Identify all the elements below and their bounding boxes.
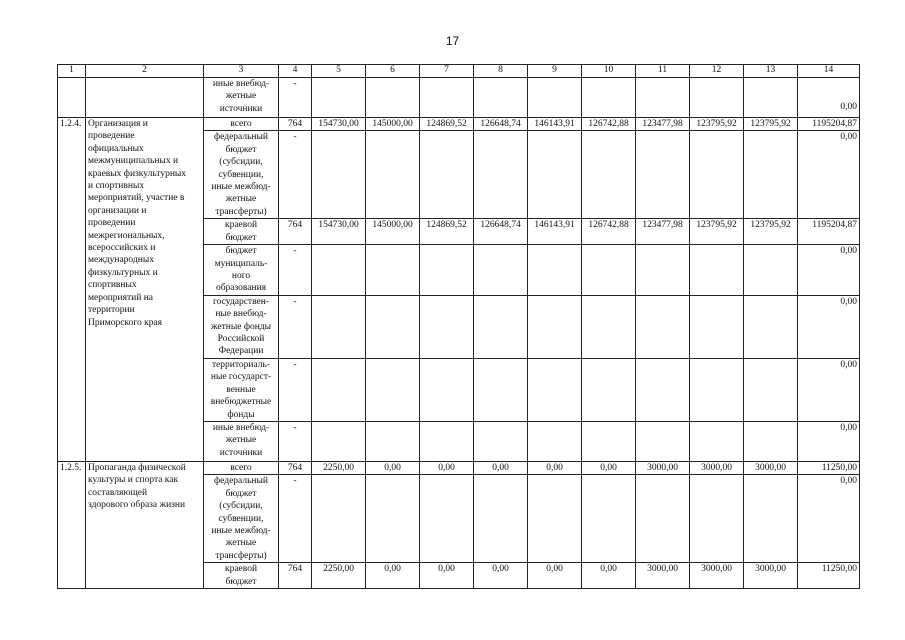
amount-cell: 0,00 xyxy=(420,461,474,474)
column-header: 6 xyxy=(366,65,420,78)
amount-cell xyxy=(420,131,474,219)
amount-cell xyxy=(582,131,636,219)
amount-cell xyxy=(366,131,420,219)
amount-cell xyxy=(366,78,420,118)
budget-code: - xyxy=(279,295,312,358)
funding-source xyxy=(204,131,279,219)
amount-cell: 0,00 xyxy=(366,563,420,589)
amount-cell: 154730,00 xyxy=(312,219,366,245)
amount-cell: 123477,98 xyxy=(636,219,690,245)
amount-cell: 0,00 xyxy=(474,563,528,589)
column-header: 8 xyxy=(474,65,528,78)
amount-cell: 3000,00 xyxy=(636,563,690,589)
total-cell: 0,00 xyxy=(798,131,860,219)
amount-cell xyxy=(528,131,582,219)
item-name-text: Пропаганда физической культуры и спорта как составляющей здорового образа жизни xyxy=(88,462,186,511)
budget-code: - xyxy=(279,358,312,421)
amount-cell xyxy=(474,131,528,219)
amount-cell xyxy=(690,131,744,219)
amount-cell xyxy=(474,295,528,358)
amount-cell: 3000,00 xyxy=(744,461,798,474)
funding-source-label: государствен- ные внебюд- жетные фонды Российской Федерации xyxy=(210,296,272,357)
column-header: 3 xyxy=(204,65,279,78)
total-cell: 0,00 xyxy=(798,421,860,461)
amount-cell xyxy=(636,245,690,296)
budget-code: 764 xyxy=(279,219,312,245)
column-header: 9 xyxy=(528,65,582,78)
budget-code: 764 xyxy=(279,563,312,589)
amount-cell xyxy=(636,131,690,219)
amount-cell xyxy=(582,475,636,563)
amount-cell: 0,00 xyxy=(420,563,474,589)
total-cell: 0,00 xyxy=(798,475,860,563)
amount-cell xyxy=(420,421,474,461)
amount-cell xyxy=(474,245,528,296)
funding-source-label: федеральный бюджет (субсидии, субвенции, иные межбюд- жетные трансферты) xyxy=(211,132,271,217)
amount-cell xyxy=(636,475,690,563)
funding-source xyxy=(204,461,279,474)
item-name-cell xyxy=(86,78,204,118)
budget-code: - xyxy=(279,245,312,296)
amount-cell xyxy=(312,295,366,358)
funding-source-label: краевой бюджет xyxy=(224,220,258,243)
amount-cell xyxy=(636,421,690,461)
table-row xyxy=(58,461,860,474)
amount-cell xyxy=(366,245,420,296)
column-header: 14 xyxy=(798,65,860,78)
amount-cell xyxy=(582,421,636,461)
amount-cell xyxy=(744,78,798,118)
amount-cell xyxy=(420,78,474,118)
column-header: 4 xyxy=(279,65,312,78)
amount-cell xyxy=(420,245,474,296)
budget-code: - xyxy=(279,475,312,563)
amount-cell: 126648,74 xyxy=(474,118,528,131)
total-cell: 1195204,87 xyxy=(798,118,860,131)
amount-cell xyxy=(690,295,744,358)
funding-source-label: всего xyxy=(230,119,252,129)
amount-cell: 3000,00 xyxy=(690,563,744,589)
amount-cell xyxy=(744,131,798,219)
amount-cell: 124869,52 xyxy=(420,118,474,131)
amount-cell: 2250,00 xyxy=(312,461,366,474)
column-header: 11 xyxy=(636,65,690,78)
amount-cell xyxy=(420,358,474,421)
funding-source-label: федеральный бюджет (субсидии, субвенции, иные межбюд- жетные трансферты) xyxy=(211,476,271,561)
column-header: 2 xyxy=(86,65,204,78)
funding-source xyxy=(204,421,279,461)
amount-cell xyxy=(744,295,798,358)
amount-cell: 0,00 xyxy=(528,461,582,474)
item-code-cell xyxy=(58,78,86,118)
column-header: 12 xyxy=(690,65,744,78)
budget-code: - xyxy=(279,131,312,219)
amount-cell: 123477,98 xyxy=(636,118,690,131)
amount-cell xyxy=(366,295,420,358)
funding-source-label: бюджет муниципаль- ного образования xyxy=(214,246,268,294)
column-header: 13 xyxy=(744,65,798,78)
amount-cell: 0,00 xyxy=(582,461,636,474)
amount-cell: 145000,00 xyxy=(366,219,420,245)
amount-cell xyxy=(582,358,636,421)
amount-cell xyxy=(690,245,744,296)
amount-cell: 126648,74 xyxy=(474,219,528,245)
amount-cell xyxy=(690,78,744,118)
funding-source xyxy=(204,219,279,245)
funding-source xyxy=(204,563,279,589)
amount-cell xyxy=(636,78,690,118)
amount-cell: 154730,00 xyxy=(312,118,366,131)
amount-cell: 123795,92 xyxy=(690,118,744,131)
amount-cell: 0,00 xyxy=(366,461,420,474)
amount-cell xyxy=(690,358,744,421)
table-body xyxy=(58,78,860,589)
amount-cell xyxy=(474,78,528,118)
amount-cell xyxy=(582,295,636,358)
total-cell: 11250,00 xyxy=(798,563,860,589)
funding-source xyxy=(204,78,279,118)
amount-cell xyxy=(474,475,528,563)
amount-cell xyxy=(474,421,528,461)
amount-cell: 146143,91 xyxy=(528,219,582,245)
amount-cell xyxy=(366,358,420,421)
total-cell: 0,00 xyxy=(798,245,860,296)
amount-cell: 126742,88 xyxy=(582,219,636,245)
amount-cell xyxy=(690,421,744,461)
total-cell: 11250,00 xyxy=(798,461,860,474)
amount-cell: 0,00 xyxy=(528,563,582,589)
amount-cell xyxy=(366,475,420,563)
table-row xyxy=(58,118,860,131)
amount-cell xyxy=(636,358,690,421)
amount-cell: 123795,92 xyxy=(690,219,744,245)
funding-source-label: краевой бюджет xyxy=(224,564,258,587)
amount-cell xyxy=(582,245,636,296)
amount-cell: 146143,91 xyxy=(528,118,582,131)
item-name-text: Организация и проведение официальных межмуниципальных и краевых физкультурных и спортивных мероприятий, участие в организации и проведении межрегиональных, всероссийских и международных физкультурных и спортивных мероприятий на территории Приморского края xyxy=(88,119,187,328)
amount-cell xyxy=(312,475,366,563)
amount-cell: 3000,00 xyxy=(690,461,744,474)
amount-cell xyxy=(528,358,582,421)
amount-cell xyxy=(528,295,582,358)
total-cell: 1195204,87 xyxy=(798,219,860,245)
item-name xyxy=(86,461,204,588)
amount-cell xyxy=(582,78,636,118)
amount-cell xyxy=(420,295,474,358)
column-header: 5 xyxy=(312,65,366,78)
funding-source-label: всего xyxy=(230,462,252,473)
item-name xyxy=(86,118,204,462)
amount-cell xyxy=(636,295,690,358)
total-cell: 0,00 xyxy=(798,78,860,118)
amount-cell: 145000,00 xyxy=(366,118,420,131)
amount-cell xyxy=(528,475,582,563)
amount-cell xyxy=(744,358,798,421)
header-row xyxy=(58,65,860,78)
funding-source xyxy=(204,295,279,358)
funding-source-label: территориаль- ные государст- венные внебюджетные фонды xyxy=(210,359,272,420)
amount-cell xyxy=(744,421,798,461)
amount-cell: 123795,92 xyxy=(744,118,798,131)
amount-cell xyxy=(312,421,366,461)
amount-cell xyxy=(474,358,528,421)
budget-code: - xyxy=(279,78,312,118)
item-code: 1.2.4. xyxy=(58,118,86,462)
total-cell: 0,00 xyxy=(798,358,860,421)
amount-cell: 3000,00 xyxy=(744,563,798,589)
amount-cell xyxy=(528,78,582,118)
amount-cell: 3000,00 xyxy=(636,461,690,474)
amount-cell xyxy=(420,475,474,563)
funding-source xyxy=(204,358,279,421)
budget-code: - xyxy=(279,421,312,461)
funding-source xyxy=(204,245,279,296)
item-code: 1.2.5. xyxy=(58,461,86,588)
column-header: 7 xyxy=(420,65,474,78)
amount-cell xyxy=(366,421,420,461)
amount-cell xyxy=(312,245,366,296)
amount-cell xyxy=(528,245,582,296)
budget-code: 764 xyxy=(279,118,312,131)
column-header: 10 xyxy=(582,65,636,78)
amount-cell: 0,00 xyxy=(474,461,528,474)
budget-code: 764 xyxy=(279,461,312,474)
amount-cell xyxy=(744,245,798,296)
budget-table xyxy=(57,64,860,589)
funding-source-label: иные внебюд- жетные источники xyxy=(212,422,270,458)
amount-cell xyxy=(312,131,366,219)
amount-cell xyxy=(312,358,366,421)
amount-cell: 124869,52 xyxy=(420,219,474,245)
amount-cell xyxy=(744,475,798,563)
amount-cell xyxy=(690,475,744,563)
amount-cell: 0,00 xyxy=(582,563,636,589)
funding-source-label: иные внебюд- жетные источники xyxy=(212,79,270,114)
funding-source xyxy=(204,118,279,131)
amount-cell: 123795,92 xyxy=(744,219,798,245)
amount-cell: 126742,88 xyxy=(582,118,636,131)
funding-source xyxy=(204,475,279,563)
total-cell: 0,00 xyxy=(798,295,860,358)
column-header: 1 xyxy=(58,65,86,78)
page-number: 17 xyxy=(445,34,460,48)
amount-cell xyxy=(528,421,582,461)
amount-cell xyxy=(312,78,366,118)
table-row xyxy=(58,78,860,118)
amount-cell: 2250,00 xyxy=(312,563,366,589)
